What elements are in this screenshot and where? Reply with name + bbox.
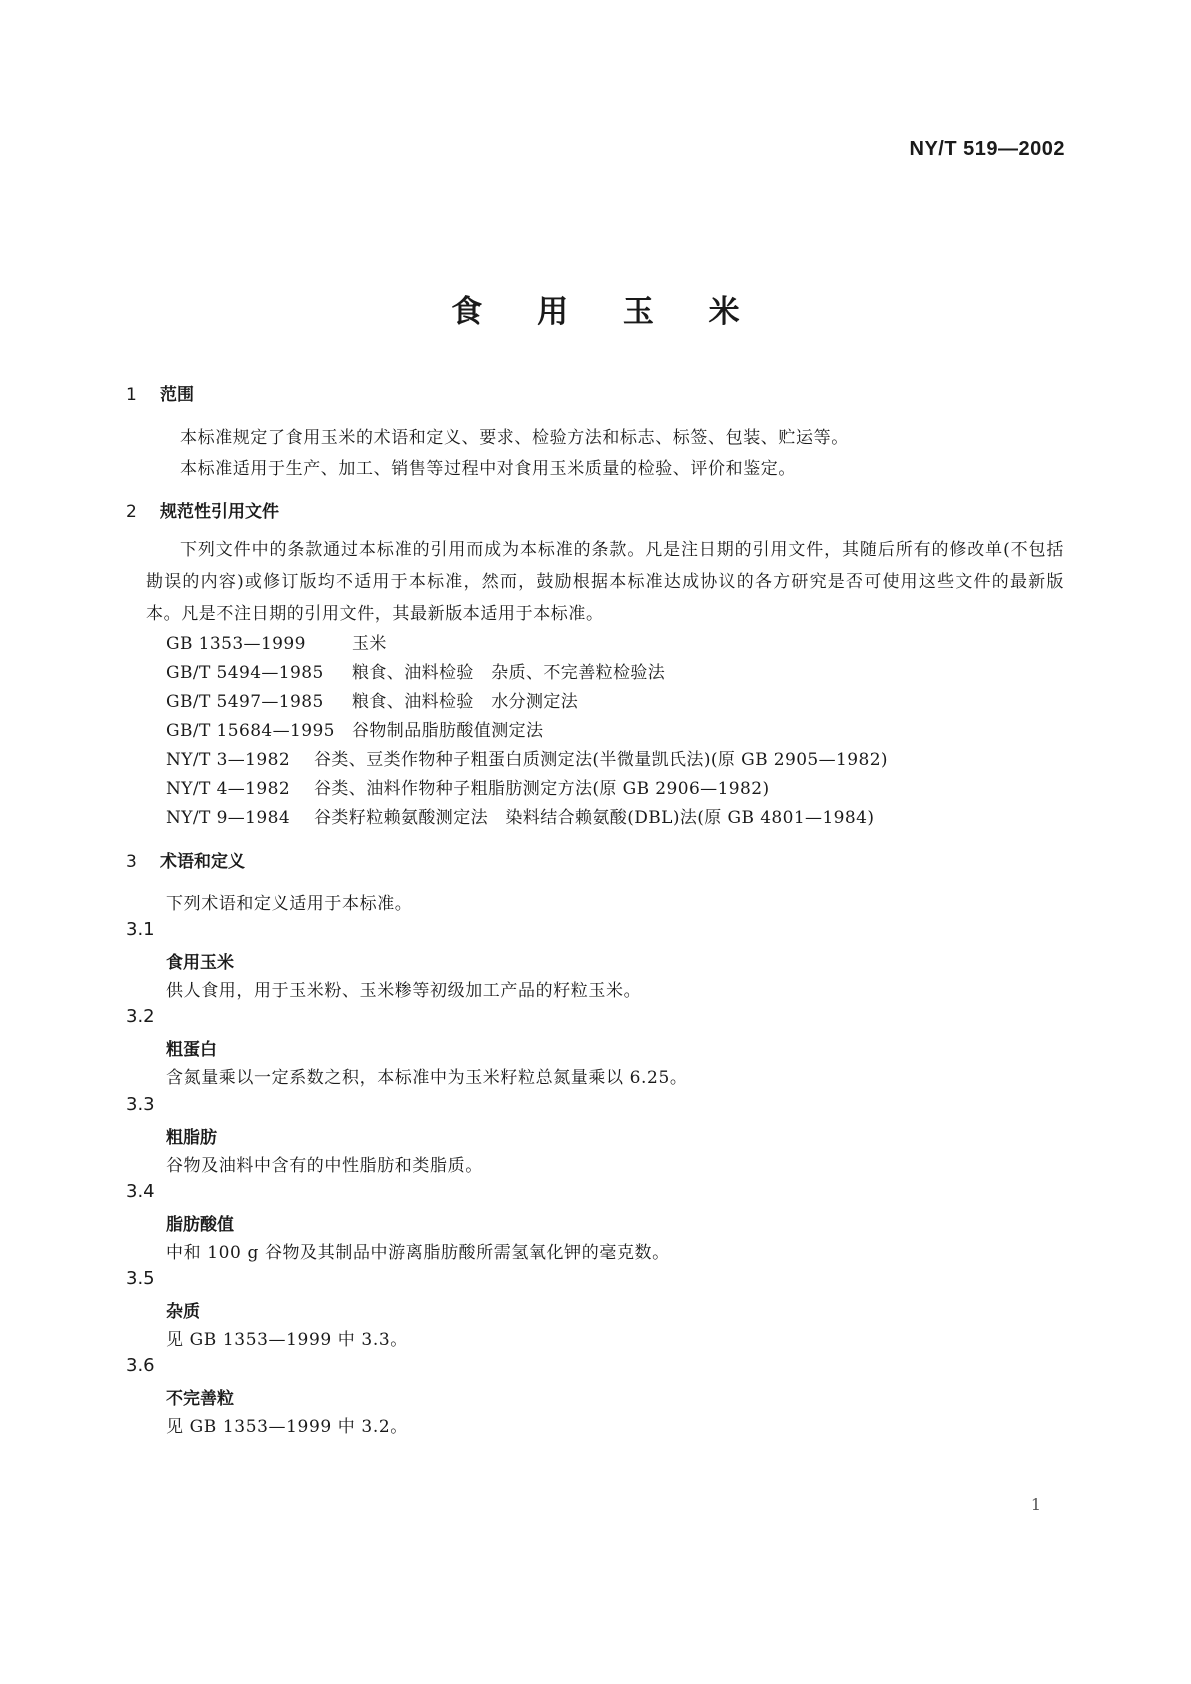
reference-code: GB/T 5494—1985 <box>166 663 324 683</box>
term-name: 不完善粒 <box>166 1389 234 1409</box>
term-definition: 见 GB 1353—1999 中 3.2。 <box>166 1417 408 1437</box>
reference-code: NY/T 3—1982 <box>166 750 291 770</box>
reference-code: GB/T 15684—1995 <box>166 721 335 741</box>
term-name: 脂肪酸值 <box>166 1215 234 1235</box>
scope-paragraph-2: 本标准适用于生产、加工、销售等过程中对食用玉米质量的检验、评价和鉴定。 <box>180 459 796 479</box>
terms-intro: 下列术语和定义适用于本标准。 <box>166 894 413 914</box>
reference-code: NY/T 9—1984 <box>166 808 291 828</box>
term-definition: 谷物及油料中含有的中性脂肪和类脂质。 <box>166 1156 483 1176</box>
term-number: 3.2 <box>126 1006 155 1027</box>
term-name: 杂质 <box>166 1302 200 1322</box>
document-title: 食 用 玉 米 <box>451 294 762 330</box>
term-name: 食用玉米 <box>166 953 234 973</box>
section-number: 2 <box>126 502 137 522</box>
term-number: 3.1 <box>126 919 155 940</box>
reference-item <box>166 803 874 828</box>
term-name: 粗脂肪 <box>166 1128 217 1148</box>
scope-paragraph-1: 本标准规定了食用玉米的术语和定义、要求、检验方法和标志、标签、包装、贮运等。 <box>180 428 849 448</box>
term-number: 3.5 <box>126 1268 155 1289</box>
reference-title: 谷类、油料作物种子粗脂肪测定方法(原 GB 2906—1982) <box>314 779 770 799</box>
reference-title: 谷类籽粒赖氨酸测定法 染料结合赖氨酸(DBL)法(原 GB 4801—1984) <box>314 808 875 828</box>
reference-item <box>166 774 769 799</box>
term-name: 粗蛋白 <box>166 1040 217 1060</box>
section-number: 3 <box>126 852 137 872</box>
section-title: 术语和定义 <box>160 852 245 872</box>
reference-title: 粮食、油料检验 杂质、不完善粒检验法 <box>352 663 666 683</box>
section-2-heading <box>126 497 279 522</box>
section-1-heading <box>126 380 194 405</box>
term-definition: 见 GB 1353—1999 中 3.3。 <box>166 1330 408 1350</box>
section-number: 1 <box>126 385 137 405</box>
reference-item <box>166 687 578 712</box>
term-number: 3.4 <box>126 1181 155 1202</box>
section-3-heading <box>126 847 245 872</box>
section-title: 范围 <box>160 385 194 405</box>
term-number: 3.6 <box>126 1355 155 1376</box>
reference-code: GB 1353—1999 <box>166 634 306 654</box>
reference-title: 玉米 <box>352 634 387 654</box>
term-definition: 供人食用，用于玉米粉、玉米糁等初级加工产品的籽粒玉米。 <box>166 981 642 1001</box>
reference-item <box>166 658 665 683</box>
reference-title: 谷物制品脂肪酸值测定法 <box>352 721 544 741</box>
standard-code: NY/T 519—2002 <box>909 138 1065 160</box>
reference-code: GB/T 5497—1985 <box>166 692 324 712</box>
reference-item <box>166 629 387 654</box>
term-definition: 中和 100 g 谷物及其制品中游离脂肪酸所需氢氧化钾的毫克数。 <box>166 1243 670 1263</box>
term-number: 3.3 <box>126 1094 155 1115</box>
reference-title: 粮食、油料检验 水分测定法 <box>352 692 579 712</box>
normative-references-intro: 下列文件中的条款通过本标准的引用而成为本标准的条款。凡是注日期的引用文件，其随后所有的修改单(不包括勘误的内容)或修订版均不适用于本标准，然而，鼓励根据本标准达成协议的各方研究是否可使用这些文件的最新版本。凡是不注日期的引用文件，其最新版本适用于本标准。 <box>146 540 1064 624</box>
section-title: 规范性引用文件 <box>160 502 279 522</box>
reference-item <box>166 716 543 741</box>
term-definition: 含氮量乘以一定系数之积，本标准中为玉米籽粒总氮量乘以 6.25。 <box>166 1068 688 1088</box>
reference-title: 谷类、豆类作物种子粗蛋白质测定法(半微量凯氏法)(原 GB 2905—1982) <box>314 750 888 770</box>
reference-code: NY/T 4—1982 <box>166 779 291 799</box>
reference-item <box>166 745 888 770</box>
page-number: 1 <box>1030 1495 1041 1514</box>
